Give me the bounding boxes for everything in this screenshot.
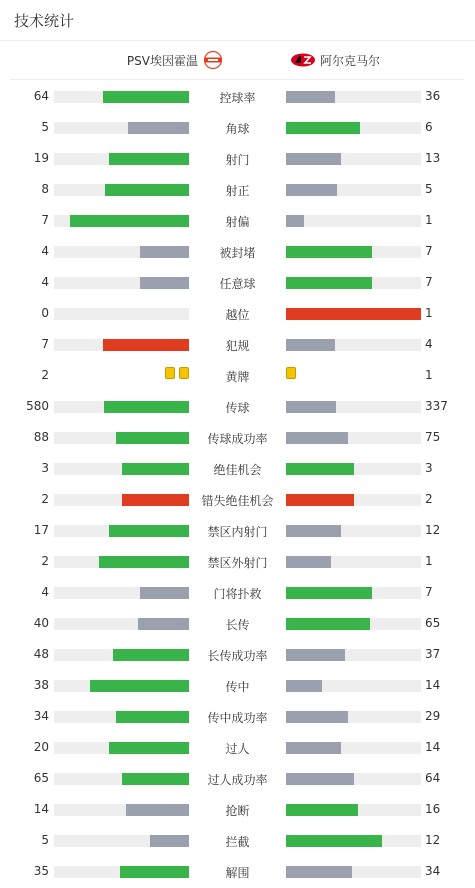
away-bar-track <box>286 556 421 568</box>
home-cards <box>165 367 189 379</box>
home-value: 14 <box>33 802 49 816</box>
away-value: 14 <box>425 678 441 692</box>
stat-label: 射门 <box>225 153 250 167</box>
home-bar-fill <box>150 835 189 847</box>
away-value: 65 <box>425 616 441 630</box>
away-bar-track <box>286 463 421 475</box>
home-team-name: PSV埃因霍温 <box>126 53 198 68</box>
stat-label: 绝佳机会 <box>213 463 262 477</box>
away-value: 34 <box>425 864 441 878</box>
away-bar-track <box>286 835 421 847</box>
away-team-name: 阿尔克马尔 <box>320 53 381 68</box>
away-value: 37 <box>425 647 441 661</box>
away-bar-fill <box>286 556 331 568</box>
home-value: 7 <box>41 213 49 227</box>
home-bar-fill <box>103 339 189 351</box>
home-value: 48 <box>33 647 49 661</box>
stat-row <box>0 236 475 267</box>
away-bar-track <box>286 215 421 227</box>
away-bar-fill <box>286 184 337 196</box>
home-bar-track <box>54 618 189 630</box>
yellow-card-icon <box>286 367 296 379</box>
home-value: 4 <box>41 244 49 258</box>
home-bar-fill <box>109 153 189 165</box>
teams-row <box>10 41 465 80</box>
away-value: 6 <box>425 120 433 134</box>
home-value: 7 <box>41 337 49 351</box>
stat-row <box>0 267 475 298</box>
home-bar-track <box>54 153 189 165</box>
away-bar-track <box>286 308 421 320</box>
away-bar-track <box>286 401 421 413</box>
stat-row <box>0 143 475 174</box>
stat-label: 射偏 <box>225 215 250 229</box>
stat-row <box>0 484 475 515</box>
stat-label: 长传 <box>225 618 250 632</box>
away-value: 14 <box>425 740 441 754</box>
home-bar-fill <box>70 215 189 227</box>
home-bar-track <box>54 494 189 506</box>
away-value: 64 <box>425 771 441 785</box>
away-cards <box>286 367 296 379</box>
stat-row <box>0 670 475 701</box>
stat-label: 传中成功率 <box>207 711 268 725</box>
away-value: 7 <box>425 244 433 258</box>
home-bar-track <box>54 556 189 568</box>
away-bar-fill <box>286 277 372 289</box>
stat-row <box>0 794 475 825</box>
home-bar-track <box>54 463 189 475</box>
home-value: 19 <box>33 151 49 165</box>
stat-label: 任意球 <box>219 277 256 291</box>
home-bar-fill <box>120 866 189 878</box>
stat-label: 角球 <box>225 122 250 136</box>
home-bar-track <box>54 122 189 134</box>
home-bar-fill <box>116 432 189 444</box>
away-bar-track <box>286 587 421 599</box>
home-team[interactable] <box>127 51 224 69</box>
away-team[interactable] <box>290 51 380 69</box>
home-bar-track <box>54 649 189 661</box>
home-bar-fill <box>140 246 189 258</box>
away-bar-fill <box>286 215 304 227</box>
home-bar-fill <box>122 463 190 475</box>
home-value: 40 <box>33 616 49 630</box>
home-value: 2 <box>41 368 49 382</box>
home-bar-track <box>54 680 189 692</box>
away-bar-fill <box>286 742 341 754</box>
away-bar-fill <box>286 432 348 444</box>
away-value: 4 <box>425 337 433 351</box>
away-bar-track <box>286 494 421 506</box>
stat-row <box>0 329 475 360</box>
away-bar-fill <box>286 866 352 878</box>
home-bar-fill <box>122 773 190 785</box>
home-value: 34 <box>33 709 49 723</box>
stat-row <box>0 639 475 670</box>
away-value: 1 <box>425 368 433 382</box>
away-bar-track <box>286 804 421 816</box>
away-bar-fill <box>286 835 382 847</box>
home-value: 65 <box>33 771 49 785</box>
away-value: 36 <box>425 89 441 103</box>
stat-row <box>0 577 475 608</box>
home-bar-fill <box>90 680 189 692</box>
stat-label: 黄牌 <box>225 370 250 384</box>
home-bar-fill <box>104 401 189 413</box>
home-bar-track <box>54 215 189 227</box>
stat-row <box>0 205 475 236</box>
stat-row <box>0 453 475 484</box>
stat-row <box>0 360 475 391</box>
home-bar-track <box>54 711 189 723</box>
home-bar-track <box>54 587 189 599</box>
home-value: 88 <box>33 430 49 444</box>
away-value: 2 <box>425 492 433 506</box>
away-value: 7 <box>425 275 433 289</box>
home-bar-track <box>54 91 189 103</box>
away-bar-track <box>286 153 421 165</box>
home-bar-track <box>54 525 189 537</box>
home-value: 8 <box>41 182 49 196</box>
stat-label: 门将扑救 <box>213 587 262 601</box>
away-value: 12 <box>425 523 441 537</box>
stat-row <box>0 701 475 732</box>
stat-label: 长传成功率 <box>207 649 268 663</box>
stat-label: 解围 <box>225 866 250 880</box>
home-bar-fill <box>122 494 190 506</box>
away-bar-fill <box>286 773 354 785</box>
stat-label: 射正 <box>225 184 250 198</box>
stat-label: 传中 <box>225 680 250 694</box>
stats-list <box>0 81 475 887</box>
home-bar-track <box>54 184 189 196</box>
home-value: 4 <box>41 585 49 599</box>
home-value: 580 <box>26 399 49 413</box>
home-bar-track <box>54 866 189 878</box>
home-bar-fill <box>140 277 189 289</box>
stat-label: 禁区外射门 <box>207 556 268 570</box>
home-value: 35 <box>33 864 49 878</box>
home-bar-fill <box>116 711 189 723</box>
yellow-card-icon <box>179 367 189 379</box>
away-bar-fill <box>286 525 341 537</box>
home-bar-track <box>54 804 189 816</box>
away-value: 3 <box>425 461 433 475</box>
away-value: 1 <box>425 554 433 568</box>
stat-label: 被封堵 <box>219 246 256 260</box>
away-bar-track <box>286 525 421 537</box>
away-bar-track <box>286 432 421 444</box>
home-bar-fill <box>109 525 189 537</box>
away-bar-track <box>286 618 421 630</box>
away-value: 75 <box>425 430 441 444</box>
home-bar-fill <box>138 618 189 630</box>
stat-row <box>0 608 475 639</box>
away-value: 7 <box>425 585 433 599</box>
away-value: 1 <box>425 306 433 320</box>
stat-row <box>0 298 475 329</box>
home-bar-fill <box>103 91 189 103</box>
home-bar-fill <box>126 804 189 816</box>
away-bar-fill <box>286 91 335 103</box>
home-bar-track <box>54 742 189 754</box>
page-title: 技术统计 <box>14 12 75 30</box>
stat-label: 传球 <box>225 401 250 415</box>
stat-row <box>0 81 475 112</box>
away-bar-fill <box>286 649 345 661</box>
stat-label: 犯规 <box>225 339 250 353</box>
stats-header <box>0 0 475 41</box>
away-bar-track <box>286 742 421 754</box>
away-bar-fill <box>286 494 354 506</box>
away-value: 29 <box>425 709 441 723</box>
away-bar-fill <box>286 246 372 258</box>
home-value: 20 <box>33 740 49 754</box>
home-value: 3 <box>41 461 49 475</box>
away-bar-track <box>286 339 421 351</box>
away-value: 12 <box>425 833 441 847</box>
away-bar-track <box>286 184 421 196</box>
home-bar-track <box>54 773 189 785</box>
stat-row <box>0 732 475 763</box>
home-bar-fill <box>113 649 189 661</box>
stat-label: 抢断 <box>225 804 250 818</box>
home-bar-track <box>54 308 189 320</box>
home-bar-track <box>54 401 189 413</box>
stat-label: 过人 <box>225 742 250 756</box>
home-value: 5 <box>41 833 49 847</box>
home-bar-track <box>54 339 189 351</box>
home-bar-track <box>54 835 189 847</box>
away-bar-track <box>286 246 421 258</box>
stat-row <box>0 391 475 422</box>
away-value: 5 <box>425 182 433 196</box>
away-bar-fill <box>286 618 370 630</box>
away-bar-fill <box>286 308 421 320</box>
home-value: 0 <box>41 306 49 320</box>
home-value: 5 <box>41 120 49 134</box>
away-bar-fill <box>286 463 354 475</box>
stat-row <box>0 825 475 856</box>
stat-label: 错失绝佳机会 <box>201 494 274 508</box>
away-bar-fill <box>286 153 341 165</box>
away-bar-track <box>286 649 421 661</box>
away-value: 16 <box>425 802 441 816</box>
stat-row <box>0 422 475 453</box>
away-bar-fill <box>286 680 322 692</box>
home-value: 2 <box>41 492 49 506</box>
away-bar-track <box>286 122 421 134</box>
home-bar-fill <box>109 742 189 754</box>
away-value: 1 <box>425 213 433 227</box>
yellow-card-icon <box>165 367 175 379</box>
home-value: 4 <box>41 275 49 289</box>
home-bar-track <box>54 246 189 258</box>
az-logo-icon <box>290 51 316 69</box>
home-value: 2 <box>41 554 49 568</box>
away-value: 337 <box>425 399 448 413</box>
home-value: 64 <box>33 89 49 103</box>
stat-label: 禁区内射门 <box>207 525 268 539</box>
home-bar-track <box>54 277 189 289</box>
stat-row <box>0 856 475 887</box>
home-bar-fill <box>99 556 189 568</box>
away-bar-track <box>286 773 421 785</box>
stat-label: 控球率 <box>219 91 256 105</box>
home-bar-fill <box>128 122 189 134</box>
home-bar-fill <box>140 587 189 599</box>
home-value: 38 <box>33 678 49 692</box>
stat-row <box>0 174 475 205</box>
stat-label: 过人成功率 <box>207 773 268 787</box>
stat-row <box>0 763 475 794</box>
away-bar-fill <box>286 587 372 599</box>
stat-row <box>0 515 475 546</box>
away-bar-fill <box>286 401 336 413</box>
home-value: 17 <box>33 523 49 537</box>
stat-row <box>0 112 475 143</box>
away-value: 13 <box>425 151 441 165</box>
away-bar-fill <box>286 804 358 816</box>
away-bar-track <box>286 91 421 103</box>
away-bar-track <box>286 680 421 692</box>
away-bar-track <box>286 711 421 723</box>
away-bar-fill <box>286 122 360 134</box>
stat-row <box>0 546 475 577</box>
away-bar-track <box>286 866 421 878</box>
stat-label: 越位 <box>225 308 250 322</box>
away-bar-fill <box>286 711 348 723</box>
psv-logo-icon <box>202 51 224 69</box>
stat-label: 拦截 <box>225 835 250 849</box>
home-bar-track <box>54 432 189 444</box>
away-bar-track <box>286 277 421 289</box>
stat-label: 传球成功率 <box>207 432 268 446</box>
away-bar-fill <box>286 339 335 351</box>
home-bar-fill <box>105 184 189 196</box>
